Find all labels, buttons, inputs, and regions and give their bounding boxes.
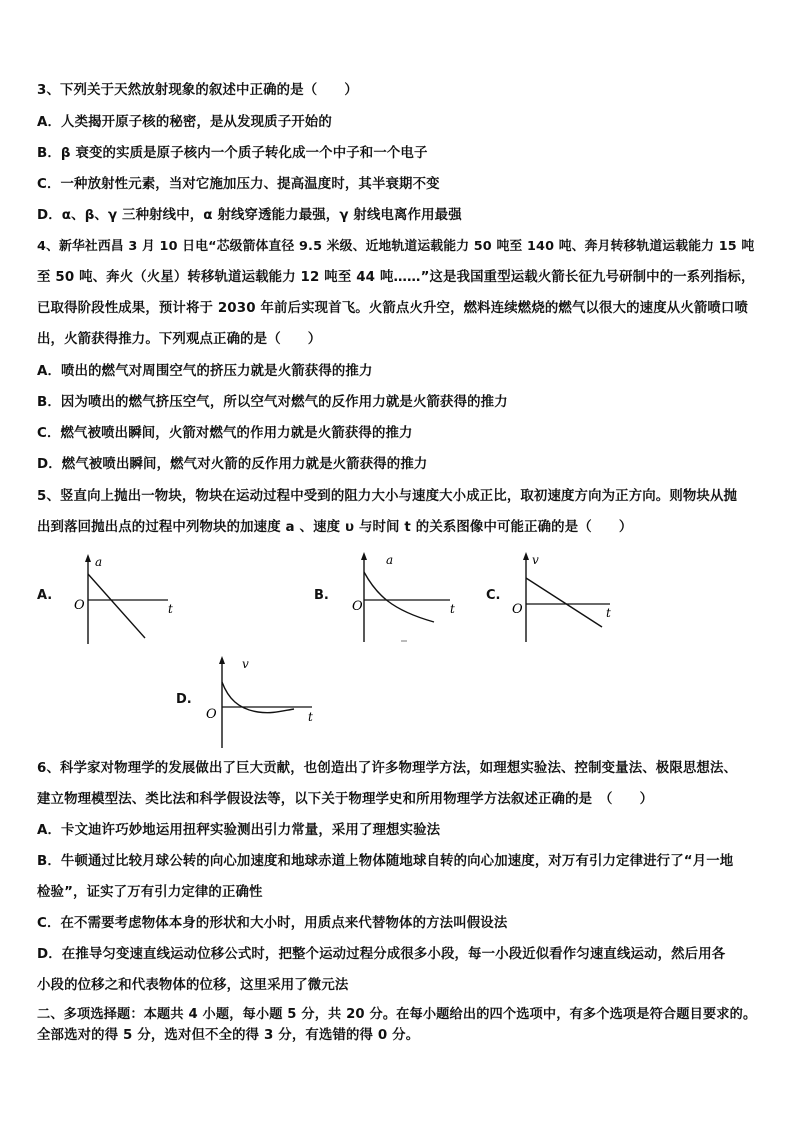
q4-stem-line-3: 已取得阶段性成果，预计将于 2030 年前后实现首飞。火箭点火升空，燃料连续燃烧的燃气以很大的速度从火箭喷口喷	[37, 301, 748, 316]
q3-option-c: C．一种放射性元素，当对它施加压力、提高温度时，其半衰期不变	[37, 177, 440, 192]
q5-graph-b-y-label: a	[386, 553, 394, 567]
q5-graph-b-x-label: t	[450, 602, 455, 616]
q4-stem-line-1: 4、新华社西昌 3 月 10 日电“芯级箭体直径 9.5 米级、近地轨道运载能力 50 吨至 140 吨、奔月转移轨道运载能力 15 吨	[37, 239, 755, 254]
q4-option-a: A．喷出的燃气对周围空气的挤压力就是火箭获得的推力	[37, 364, 373, 379]
q5-graph-d-label: D.	[176, 692, 192, 707]
q5-graph-a-label: A.	[37, 588, 53, 603]
q6-stem-line-1: 6、科学家对物理学的发展做出了巨大贡献，也创造出了许多物理学方法，如理想实验法、控制变量法、极限思想法、	[37, 761, 738, 776]
q5-graph-c-x-label: t	[606, 606, 611, 620]
q5-graph-b	[346, 550, 461, 650]
q5-graph-a-x-label: t	[168, 602, 173, 616]
section-2-heading-line-2: 全部选对的得 5 分，选对但不全的得 3 分，有选错的得 0 分。	[37, 1028, 420, 1043]
q3-stem: 3、下列关于天然放射现象的叙述中正确的是（ ）	[37, 83, 358, 98]
q5-graph-c-label: C.	[486, 588, 501, 603]
q3-option-b: B．β 衰变的实质是原子核内一个质子转化成一个中子和一个电子	[37, 146, 428, 161]
q6-option-b-line-2: 检验”，证实了万有引力定律的正确性	[37, 885, 263, 900]
q6-option-a: A．卡文迪许巧妙地运用扭秤实验测出引力常量，采用了理想实验法	[37, 823, 441, 838]
q5-graph-d	[202, 654, 327, 754]
q5-graph-d-y-label: v	[242, 657, 249, 671]
q5-graph-c-y-label: v	[532, 553, 539, 567]
q4-option-c: C．燃气被喷出瞬间，火箭对燃气的作用力就是火箭获得的推力	[37, 426, 413, 441]
q5-graph-b-origin: O	[352, 599, 363, 614]
section-2-heading-line-1: 二、多项选择题：本题共 4 小题，每小题 5 分，共 20 分。在每小题给出的四个选项中，有多个选项是符合题目要求的。	[37, 1007, 757, 1022]
q5-stem-line-1: 5、竖直向上抛出一物块，物块在运动过程中受到的阻力大小与速度大小成正比，取初速度方向为正方向。则物块从抛	[37, 489, 738, 504]
q4-stem-line-4: 出，火箭获得推力。下列观点正确的是（ ）	[37, 332, 322, 347]
q4-option-d: D．燃气被喷出瞬间，燃气对火箭的反作用力就是火箭获得的推力	[37, 457, 428, 472]
q5-graph-b-label: B.	[314, 588, 329, 603]
q5-graph-a-origin: O	[74, 598, 85, 613]
q5-graph-d-x-label: t	[308, 710, 313, 724]
q5-graph-a-y-label: a	[95, 555, 103, 569]
q4-stem-line-2: 至 50 吨、奔火（火星）转移轨道运载能力 12 吨至 44 吨……”这是我国重型运载火箭长征九号研制中的一系列指标，	[37, 270, 755, 285]
q3-option-a: A．人类揭开原子核的秘密，是从发现质子开始的	[37, 115, 332, 130]
q6-option-c: C．在不需要考虑物体本身的形状和大小时，用质点来代替物体的方法叫假设法	[37, 916, 508, 931]
q6-option-d-line-2: 小段的位移之和代表物体的位移，这里采用了微元法	[37, 978, 349, 993]
q6-option-b-line-1: B．牛顿通过比较月球公转的向心加速度和地球赤道上物体随地球自转的向心加速度，对万有引力定律进行了“月一地	[37, 854, 734, 869]
q4-option-b: B．因为喷出的燃气挤压空气，所以空气对燃气的反作用力就是火箭获得的推力	[37, 395, 508, 410]
q5-graph-d-origin: O	[206, 707, 217, 722]
q3-option-d: D．α、β、γ 三种射线中，α 射线穿透能力最强，γ 射线电离作用最强	[37, 208, 462, 223]
q5-graph-a	[68, 552, 183, 652]
q6-option-d-line-1: D．在推导匀变速直线运动位移公式时，把整个运动过程分成很多小段，每一小段近似看作匀速直线运动，然后用各	[37, 947, 726, 962]
q6-stem-line-2: 建立物理模型法、类比法和科学假设法等，以下关于物理学史和所用物理学方法叙述正确的是 （ ）	[37, 792, 654, 807]
q5-graph-c-origin: O	[512, 602, 523, 617]
q5-stem-line-2: 出到落回抛出点的过程中列物块的加速度 a 、速度 υ 与时间 t 的关系图像中可能正确的是（ ）	[37, 520, 633, 535]
q5-graph-c	[506, 550, 621, 650]
